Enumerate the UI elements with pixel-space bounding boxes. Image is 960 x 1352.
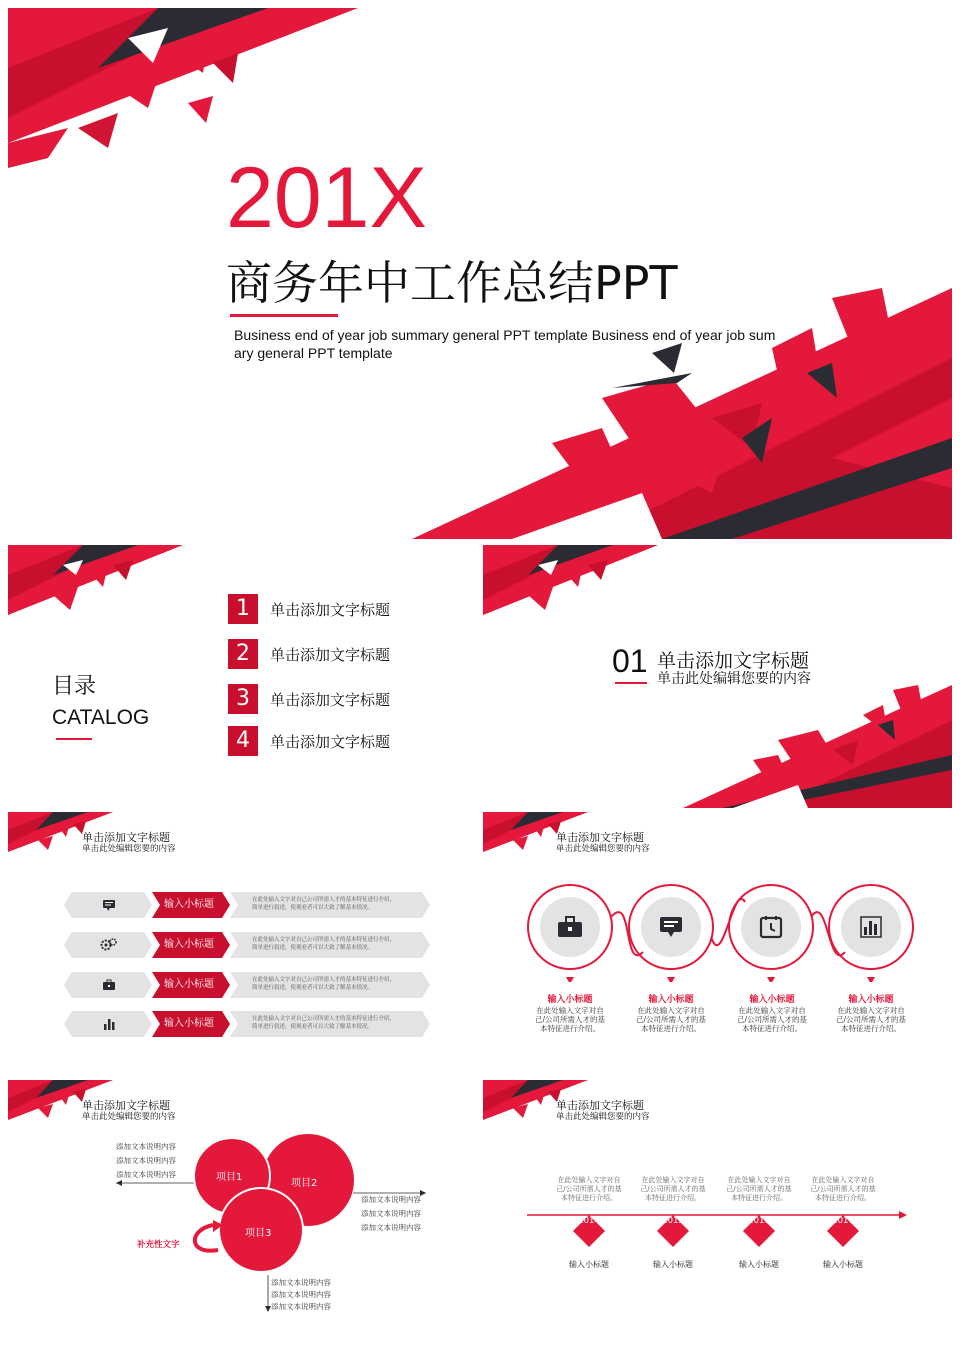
circle-caption (826, 995, 916, 1033)
row-text: 简单进行叙述，使观看者可以大致了解基本情况。 (252, 945, 374, 951)
circles-title: 单击添加文字标题 (556, 831, 644, 844)
circle-caption-line: 本特征进行介绍。 (742, 1024, 802, 1033)
timeline-label: 输入小标题 (569, 1260, 609, 1269)
cover-title: 商务年中工作总结PPT (226, 256, 678, 310)
circle-caption-line: 在此处输入文字对自 (837, 1006, 905, 1015)
timeline-desc: 己/公司所需人才的基 (810, 1185, 876, 1193)
venn-slide[interactable] (8, 1080, 475, 1344)
venn-circle-label: 项目1 (216, 1172, 243, 1183)
timeline-year: 2015 (662, 1216, 684, 1226)
timeline-year: 2017 (832, 1216, 854, 1226)
row-tag: 输入小标题 (164, 899, 214, 910)
circle-caption (626, 995, 716, 1033)
catalog-item-number: 3 (228, 684, 258, 714)
polygon-decoration-bottom-right (412, 288, 952, 539)
circle-caption-line: 在此处输入文字对自 (536, 1006, 604, 1015)
catalog-title-en: CATALOG (52, 706, 150, 729)
timeline-desc: 本特征进行介绍。 (561, 1194, 617, 1202)
catalog-item-label: 单击添加文字标题 (270, 601, 391, 619)
row-text: 在此处输入文字对自己公司所需人才的基本特征进行介绍， (252, 897, 396, 903)
venn-circle-label: 项目2 (291, 1178, 318, 1189)
polygon-decoration-bottom-right (683, 685, 952, 808)
circles-subtitle: 单击此处编辑您要的内容 (556, 844, 650, 854)
venn-note: 添加文本说明内容 (361, 1195, 421, 1204)
polygon-decoration-top-left (8, 545, 188, 625)
bar-chart-icon (859, 915, 883, 939)
catalog-item[interactable] (228, 726, 448, 758)
section-number-underline (615, 682, 647, 684)
timeline-desc: 本特征进行介绍。 (731, 1194, 787, 1202)
venn-subtitle: 单击此处编辑您要的内容 (82, 1112, 176, 1122)
catalog-underline (56, 738, 92, 740)
gears-icon (100, 937, 118, 953)
circle-caption-tag: 输入小标题 (848, 995, 894, 1005)
cover-subtitle-line2: ary general PPT template (234, 345, 393, 361)
venn-note: 添加文本说明内容 (116, 1156, 176, 1165)
circle-caption-tag: 输入小标题 (749, 995, 795, 1005)
briefcase-icon (557, 916, 583, 938)
timeline-axis (483, 1080, 952, 1344)
circle-caption-tag: 输入小标题 (547, 995, 593, 1005)
section-subtitle: 单击此处编辑您要的内容 (657, 671, 811, 687)
venn-title: 单击添加文字标题 (82, 1099, 170, 1112)
row-text: 简单进行叙述，使观看者可以大致了解基本情况。 (252, 985, 374, 991)
row-text: 在此处输入文字对自己公司所需人才的基本特征进行介绍， (252, 1016, 396, 1022)
venn-note: 添加文本说明内容 (271, 1278, 331, 1287)
venn-bottom-notes (271, 1277, 331, 1313)
chat-icon (102, 898, 116, 912)
catalog-item[interactable] (228, 639, 448, 671)
circle-item[interactable] (540, 897, 600, 957)
circle-caption-tag: 输入小标题 (648, 995, 694, 1005)
section-title: 单击添加文字标题 (657, 650, 810, 672)
timeline-label: 输入小标题 (823, 1260, 863, 1269)
circle-caption-line: 本特征进行介绍。 (841, 1024, 901, 1033)
timeline-item[interactable] (797, 1176, 889, 1203)
cover-subtitle-line1: Business end of year job summary general PPT template Business end of year job sum (234, 327, 776, 343)
briefcase-icon (102, 978, 116, 992)
circle-caption-line: 在此处输入文字对自 (637, 1006, 705, 1015)
list-subtitle: 单击此处编辑您要的内容 (82, 844, 176, 854)
catalog-item[interactable] (228, 684, 448, 716)
catalog-item-label: 单击添加文字标题 (270, 691, 391, 709)
timeline-item[interactable] (627, 1176, 719, 1203)
timeline-desc: 在此处输入文字对自 (641, 1176, 705, 1184)
circle-caption-line: 在此处输入文字对自 (738, 1006, 806, 1015)
circle-caption-line: 己/公司所需人才的基 (736, 1015, 808, 1024)
timeline-slide[interactable] (483, 1080, 952, 1344)
section-slide[interactable] (483, 545, 952, 808)
timeline-item[interactable] (713, 1176, 805, 1203)
timeline-desc: 在此处输入文字对自 (557, 1176, 621, 1184)
circle-item[interactable] (641, 897, 701, 957)
circle-caption-line: 本特征进行介绍。 (540, 1024, 600, 1033)
circle-caption-line: 己/公司所需人才的基 (635, 1015, 707, 1024)
catalog-item-label: 单击添加文字标题 (270, 646, 391, 664)
row-tag: 输入小标题 (164, 979, 214, 990)
timeline-label: 输入小标题 (739, 1260, 779, 1269)
calendar-icon (759, 915, 783, 939)
row-text: 在此处输入文字对自己公司所需人才的基本特征进行介绍， (252, 977, 396, 983)
venn-note: 添加文本说明内容 (271, 1302, 331, 1311)
cover-slide[interactable] (8, 8, 952, 539)
venn-left-notes (116, 1140, 176, 1182)
venn-note: 添加文本说明内容 (116, 1142, 176, 1151)
row-text: 简单进行叙述，使观看者可以大致了解基本情况。 (252, 1024, 374, 1030)
venn-right-notes (361, 1193, 421, 1235)
circle-caption (727, 995, 817, 1033)
venn-note: 添加文本说明内容 (361, 1223, 421, 1232)
catalog-item[interactable] (228, 594, 448, 626)
timeline-desc: 己/公司所需人才的基 (640, 1185, 706, 1193)
chat-icon (659, 915, 683, 939)
catalog-item-label: 单击添加文字标题 (270, 733, 391, 751)
catalog-item-number: 2 (228, 639, 258, 669)
venn-note: 添加文本说明内容 (116, 1170, 176, 1179)
venn-supplement-label: 补充性文字 (137, 1240, 180, 1250)
row-text: 简单进行叙述，使观看者可以大致了解基本情况。 (252, 905, 374, 911)
timeline-title: 单击添加文字标题 (556, 1099, 644, 1112)
polygon-decoration-top-left (483, 545, 663, 625)
list-row[interactable] (64, 1011, 432, 1037)
timeline-desc: 本特征进行介绍。 (645, 1194, 701, 1202)
row-tag: 输入小标题 (164, 1018, 214, 1029)
list-row[interactable] (64, 972, 432, 998)
list-slide[interactable] (8, 812, 475, 1075)
catalog-item-number: 4 (228, 726, 258, 756)
circle-caption-line: 本特征进行介绍。 (641, 1024, 701, 1033)
circle-caption (525, 995, 615, 1033)
timeline-subtitle: 单击此处编辑您要的内容 (556, 1112, 650, 1122)
catalog-item-number: 1 (228, 594, 258, 624)
list-title: 单击添加文字标题 (82, 831, 170, 844)
timeline-desc: 在此处输入文字对自 (727, 1176, 791, 1184)
list-row[interactable] (64, 932, 432, 958)
circle-item[interactable] (741, 897, 801, 957)
circle-caption-line: 己/公司所需人才的基 (835, 1015, 907, 1024)
timeline-desc: 己/公司所需人才的基 (726, 1185, 792, 1193)
list-row[interactable] (64, 892, 432, 918)
catalog-slide[interactable] (8, 545, 475, 808)
row-tag: 输入小标题 (164, 939, 214, 950)
circle-item[interactable] (841, 897, 901, 957)
venn-note: 添加文本说明内容 (361, 1209, 421, 1218)
catalog-title-cn: 目录 (52, 674, 97, 699)
circles-slide[interactable] (483, 812, 952, 1075)
bar-chart-icon (102, 1017, 116, 1031)
timeline-item[interactable] (543, 1176, 635, 1203)
circle-caption-line: 己/公司所需人才的基 (534, 1015, 606, 1024)
timeline-desc: 在此处输入文字对自 (811, 1176, 875, 1184)
timeline-desc: 本特征进行介绍。 (815, 1194, 871, 1202)
row-text: 在此处输入文字对自己公司所需人才的基本特征进行介绍， (252, 937, 396, 943)
venn-note: 添加文本说明内容 (271, 1290, 331, 1299)
cover-title-underline (230, 314, 338, 317)
timeline-year: 2014 (578, 1216, 600, 1226)
timeline-desc: 己/公司所需人才的基 (556, 1185, 622, 1193)
cover-year: 201X (226, 150, 427, 246)
venn-circle-label: 项目3 (245, 1228, 272, 1239)
timeline-year: 2016 (748, 1216, 770, 1226)
timeline-label: 输入小标题 (653, 1260, 693, 1269)
section-number: 01 (612, 643, 648, 679)
